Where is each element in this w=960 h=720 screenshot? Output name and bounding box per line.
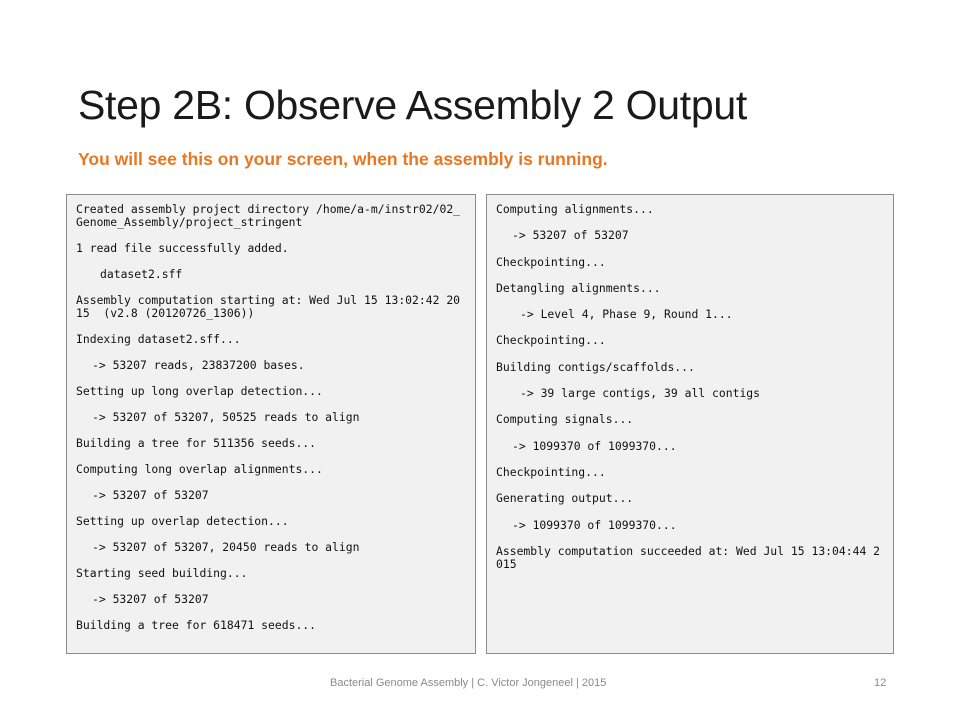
output-line: Generating output... [496, 491, 634, 506]
output-line: Assembly computation succeeded at: Wed Jul 15 13:04:44 2015 [496, 543, 881, 571]
output-line: Starting seed building... [76, 566, 248, 580]
output-line: -> 53207 of 53207 [92, 488, 209, 502]
output-line: -> 53207 of 53207, 20450 reads to align [92, 540, 360, 554]
output-line: -> Level 4, Phase 9, Round 1... [520, 307, 733, 322]
output-line: Checkpointing... [496, 464, 606, 479]
output-line: Detangling alignments... [496, 280, 661, 295]
output-line: -> 39 large contigs, 39 all contigs [520, 386, 761, 401]
output-line: 1 read file successfully added. [76, 241, 289, 255]
output-line: -> 53207 of 53207 [512, 228, 629, 243]
output-line: Computing alignments... [496, 202, 654, 216]
output-line: Building contigs/scaffolds... [496, 359, 695, 374]
output-line: Computing long overlap alignments... [76, 462, 323, 476]
output-line: -> 1099370 of 1099370... [512, 517, 677, 532]
terminal-output-left [66, 194, 476, 654]
output-line: Building a tree for 511356 seeds... [76, 436, 317, 450]
output-line: -> 53207 of 53207, 50525 reads to align [92, 410, 360, 424]
slide-subtitle: You will see this on your screen, when the assembly is running. [78, 149, 608, 169]
output-line: Building a tree for 618471 seeds... [76, 618, 317, 632]
output-line: Assembly computation starting at: Wed Jul 15 13:02:42 2015 (v2.8 (20120726_1306)) [76, 293, 461, 320]
output-line: -> 1099370 of 1099370... [512, 438, 677, 453]
output-line: Setting up overlap detection... [76, 514, 289, 528]
output-line: Checkpointing... [496, 333, 606, 348]
output-line: Indexing dataset2.sff... [76, 332, 241, 346]
output-line: Computing signals... [496, 412, 634, 427]
output-line: Created assembly project directory /home/a-m/instr02/02_Genome_Assembly/project_stringent [76, 202, 461, 229]
footer-text: Bacterial Genome Assembly | C. Victor Jongeneel | 2015 [330, 677, 607, 689]
output-line: Setting up long overlap detection... [76, 384, 323, 398]
output-line: dataset2.sff [100, 267, 183, 281]
page-number: 12 [874, 677, 887, 689]
output-line: Checkpointing... [496, 254, 606, 269]
output-line: -> 53207 of 53207 [92, 592, 209, 606]
output-line: -> 53207 reads, 23837200 bases. [92, 358, 305, 372]
slide-title: Step 2B: Observe Assembly 2 Output [78, 82, 747, 128]
terminal-output-right [486, 194, 894, 654]
